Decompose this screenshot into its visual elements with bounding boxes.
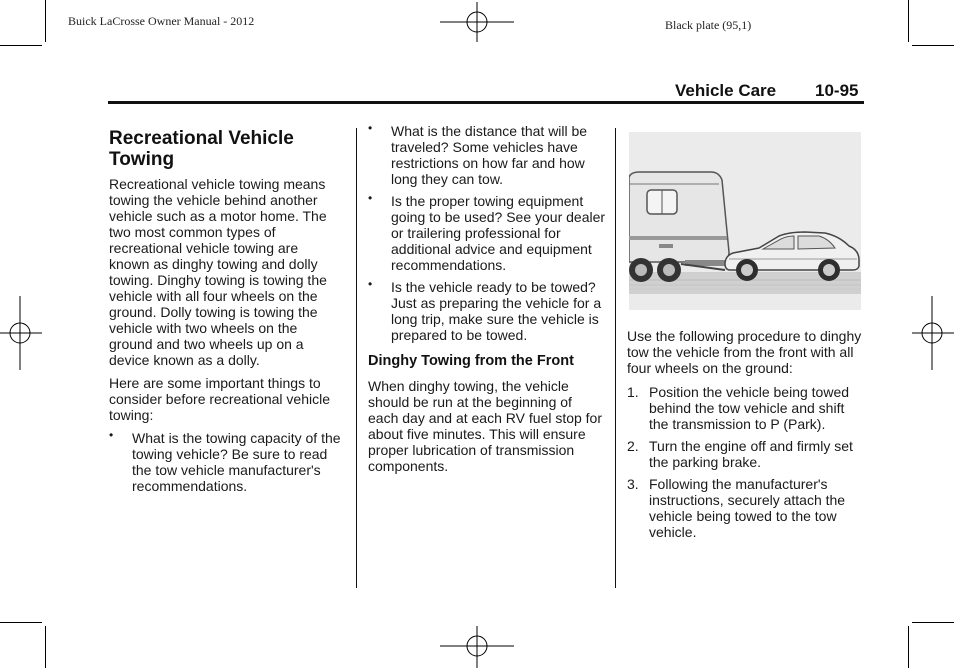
bullet-icon: • bbox=[109, 428, 114, 442]
list-item-text: What is the towing capacity of the towing vehicle? Be sure to read the tow vehicle manufacturer's recommendations. bbox=[132, 430, 341, 494]
list-item bbox=[368, 123, 606, 187]
list-item-text: Is the vehicle ready to be towed? Just as preparing the vehicle for a long trip, make sure the vehicle is prepared to be towed. bbox=[391, 279, 602, 343]
column-1 bbox=[109, 128, 341, 500]
procedure-intro: Use the following procedure to dinghy tow the vehicle from the front with all four wheels on the ground: bbox=[627, 328, 862, 376]
rv-towing-car-illustration-icon bbox=[629, 132, 861, 310]
section-title: Recreational Vehicle Towing bbox=[109, 128, 294, 170]
list-item bbox=[627, 438, 867, 470]
bullet-icon: • bbox=[368, 191, 373, 205]
running-header-section: Vehicle Care bbox=[675, 81, 777, 100]
step-text: Position the vehicle being towed behind the tow vehicle and shift the transmission to P (Park). bbox=[649, 384, 850, 432]
step-number: 3. bbox=[627, 476, 639, 492]
list-item bbox=[109, 430, 341, 494]
crop-mark bbox=[912, 45, 954, 46]
column-2 bbox=[368, 123, 606, 481]
registration-mark-top bbox=[440, 2, 514, 42]
bullet-icon: • bbox=[368, 121, 373, 135]
crop-mark bbox=[908, 626, 909, 668]
crop-mark bbox=[0, 622, 42, 623]
registration-mark-right bbox=[912, 296, 954, 370]
step-text: Turn the engine off and firmly set the parking brake. bbox=[649, 438, 853, 470]
header-rule bbox=[108, 101, 864, 104]
print-header-right: Black plate (95,1) bbox=[665, 18, 752, 32]
crop-mark bbox=[45, 626, 46, 668]
registration-mark-left bbox=[0, 296, 42, 370]
crop-mark bbox=[908, 0, 909, 42]
subsection-heading: Dinghy Towing from the Front bbox=[368, 353, 574, 369]
bullet-list bbox=[109, 430, 341, 494]
intro-paragraph: Recreational vehicle towing means towing the vehicle behind another vehicle such as a motor home. The two most common types of recreational vehicle towing are known as dinghy towing and dolly towing. Dinghy towing is towing the vehicle with all four wheels on the ground. Dolly towing is towing the vehicle with two wheels on the ground and two wheels up on a device known as a dolly. bbox=[109, 176, 327, 368]
crop-mark bbox=[0, 45, 42, 46]
body-paragraph: When dinghy towing, the vehicle should be run at the beginning of each day and at each RV fuel stop for about five minutes. This will ensure proper lubrication of transmission components. bbox=[368, 378, 603, 474]
lead-paragraph: Here are some important things to consider before recreational vehicle towing: bbox=[109, 375, 331, 423]
step-number: 1. bbox=[627, 384, 639, 400]
crop-mark bbox=[45, 0, 46, 42]
list-item bbox=[368, 279, 606, 343]
procedure-steps bbox=[627, 384, 867, 540]
running-header-page: 10-95 bbox=[815, 81, 859, 100]
step-number: 2. bbox=[627, 438, 639, 454]
print-header-left: Buick LaCrosse Owner Manual - 2012 bbox=[68, 14, 255, 28]
list-item bbox=[368, 193, 606, 273]
step-text: Following the manufacturer's instructions, securely attach the vehicle being towed to the tow vehicle. bbox=[649, 476, 846, 540]
crop-mark bbox=[912, 622, 954, 623]
bullet-icon: • bbox=[368, 277, 373, 291]
column-3 bbox=[627, 328, 867, 546]
column-divider bbox=[356, 128, 357, 588]
list-item bbox=[627, 476, 867, 540]
list-item-text: Is the proper towing equipment going to be used? See your dealer or trailering professional for additional advice and equipment recommendations. bbox=[391, 193, 606, 273]
bullet-list bbox=[368, 123, 606, 343]
list-item-text: What is the distance that will be traveled? Some vehicles have restrictions on how far and how long they can tow. bbox=[391, 123, 588, 187]
registration-mark-bottom bbox=[440, 626, 514, 668]
list-item bbox=[627, 384, 867, 432]
column-divider bbox=[615, 128, 616, 588]
